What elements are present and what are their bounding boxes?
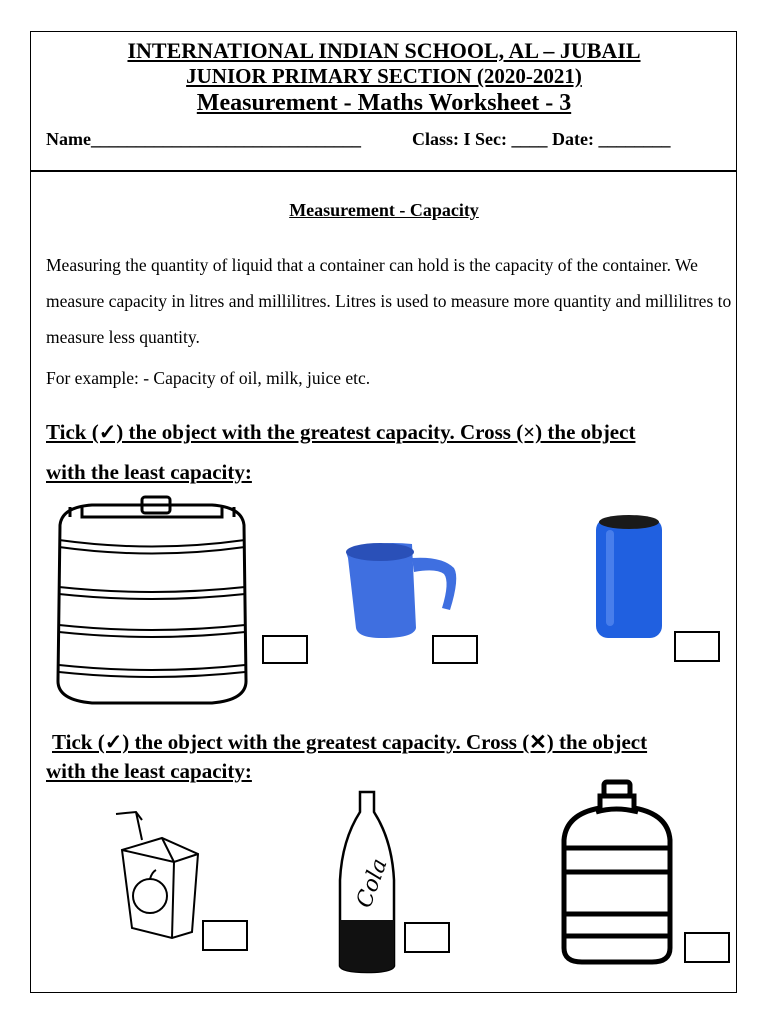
- tickbox-water-tank[interactable]: [262, 635, 308, 664]
- cola-bottle-image: [334, 790, 400, 974]
- divider: [31, 170, 737, 172]
- tickbox-blue-drum[interactable]: [674, 631, 720, 662]
- blue-drum-image: [592, 510, 666, 640]
- section-subtitle: Measurement - Capacity: [289, 200, 479, 220]
- task1-instruction: Tick (✓) the object with the greatest capacity. Cross (×) the object: [46, 420, 636, 444]
- school-name: INTERNATIONAL INDIAN SCHOOL, AL – JUBAIL: [127, 38, 641, 63]
- water-tank-image: [52, 495, 252, 710]
- tickbox-juice-box[interactable]: [202, 920, 248, 951]
- section-name: JUNIOR PRIMARY SECTION (2020-2021): [186, 64, 582, 88]
- example-text: For example: - Capacity of oil, milk, juice etc.: [46, 368, 371, 388]
- task2-instruction: Tick (✓) the object with the greatest capacity. Cross (✕) the object: [52, 730, 648, 754]
- tickbox-cola-bottle[interactable]: [404, 922, 450, 953]
- svg-text:Cola: Cola: [351, 855, 393, 912]
- juice-box-image: [112, 810, 202, 940]
- intro-paragraph: Measuring the quantity of liquid that a container can hold is the capacity of the container. We measure capacity in litres and millilitres. Litres is used to measure more quantity and millilitres to measure less quantity.: [46, 255, 732, 347]
- tickbox-water-can[interactable]: [684, 932, 730, 963]
- tickbox-plastic-mug[interactable]: [432, 635, 478, 664]
- class-info[interactable]: Class: I Sec: ____ Date: ________: [412, 129, 671, 149]
- task1-instruction-line2: with the least capacity:: [46, 460, 252, 484]
- task2-instruction-line2: with the least capacity:: [46, 759, 252, 783]
- name-field[interactable]: Name______________________________: [46, 129, 361, 149]
- plastic-mug-image: [342, 538, 462, 640]
- worksheet-title: Measurement - Maths Worksheet - 3: [196, 90, 572, 116]
- water-can-image: [556, 778, 678, 968]
